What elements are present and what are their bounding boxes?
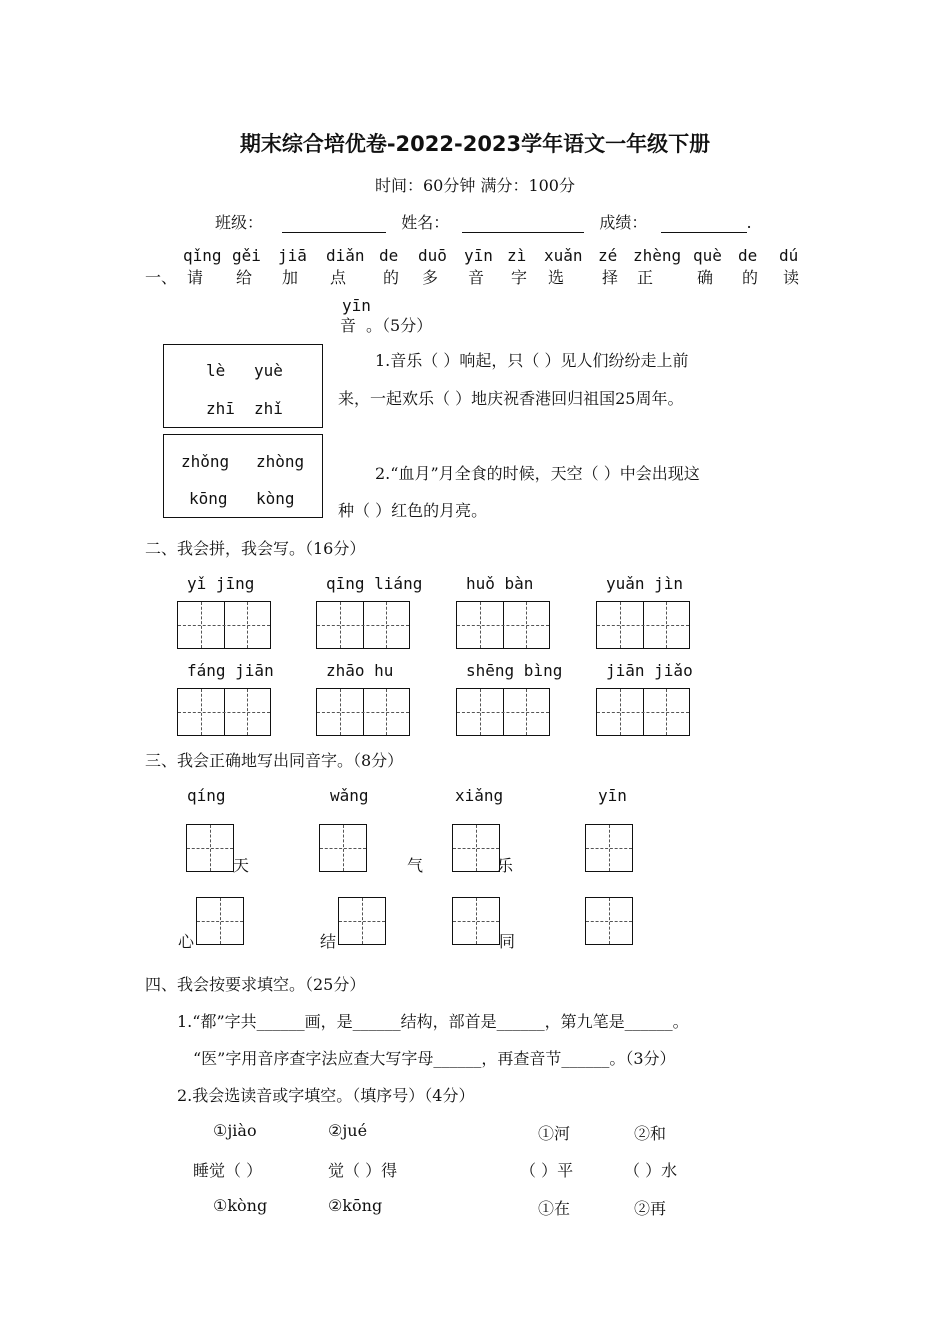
q1-pinyin-1: gěi: [232, 246, 261, 265]
q3-char-xin: 心: [178, 932, 195, 951]
q3-char-qi: 气: [407, 856, 424, 875]
q2-pinyin-1-0: fáng jiān: [187, 661, 274, 680]
q1-pinyin-9: zé: [598, 246, 618, 265]
q1-pinyin-12: de: [738, 246, 758, 265]
blank-juede[interactable]: 觉（ ）得: [328, 1161, 398, 1180]
q3-tian-box-r1-3[interactable]: [585, 824, 633, 872]
q2-writing-grid-0-3[interactable]: [596, 601, 690, 649]
q2-heading: 二、我会拼，我会写。（16分）: [145, 539, 366, 558]
q1-pinyin-10: zhèng: [633, 246, 682, 265]
q1-pinyin-3: diǎn: [326, 246, 365, 265]
blank-shuijiao[interactable]: 睡觉（ ）: [193, 1161, 263, 1180]
q3-tian-box-r2-2[interactable]: [452, 897, 500, 945]
q2-pinyin-0-2: huǒ bàn: [466, 574, 534, 593]
q3-tian-box-r2-3[interactable]: [585, 897, 633, 945]
box2-kong1: kōng: [189, 489, 228, 508]
tian-dash: [453, 848, 499, 849]
q2-writing-grid-0-1[interactable]: [316, 601, 410, 649]
q1-char-8: 选: [548, 268, 565, 287]
grid-dash: [317, 625, 409, 626]
q3-char-jie: 结: [320, 932, 337, 951]
info-end: .: [746, 213, 752, 232]
q1-char-7: 字: [511, 268, 528, 287]
class-label: 班级：: [215, 213, 264, 232]
name-field[interactable]: [462, 214, 584, 233]
q1-pinyin-box-1: [163, 344, 323, 428]
grid-dash: [178, 625, 270, 626]
q2-writing-grid-1-3[interactable]: [596, 688, 690, 736]
box2-zhong4: zhòng: [256, 452, 305, 471]
grid-dash: [597, 625, 689, 626]
opt-kong4: ①kòng: [213, 1196, 268, 1215]
q1-char-9: 择: [602, 268, 619, 287]
q1-pinyin-8: xuǎn: [544, 246, 583, 265]
opt-jiao: ①jiào: [213, 1121, 257, 1140]
q1-score: 。（5分）: [366, 316, 433, 335]
blank-heshui[interactable]: （ ）水: [624, 1161, 678, 1180]
q3-char-le: 乐: [497, 856, 514, 875]
q1-char-3: 点: [330, 268, 347, 287]
info-row: [215, 210, 752, 233]
q1-char-6: 音: [468, 268, 485, 287]
box1-zhi3: zhǐ: [254, 399, 283, 418]
q2-pinyin-0-3: yuǎn jìn: [606, 574, 684, 593]
opt-kong1: ②kōng: [328, 1196, 383, 1215]
q2-pinyin-0-0: yǐ jīng: [187, 574, 255, 593]
q1-char-13: 读: [783, 268, 800, 287]
q3-tian-box-r1-1[interactable]: [319, 824, 367, 872]
box1-le: lè: [206, 361, 226, 380]
q4-line-2: “医”字用音序查字法应查大写字母______，再查音节______。（3分）: [193, 1049, 676, 1068]
q3-tian-box-r2-1[interactable]: [338, 897, 386, 945]
q1-char-2: 加: [282, 268, 299, 287]
q3-pinyin-0: qíng: [187, 786, 226, 805]
grid-dash: [457, 712, 549, 713]
q1-sentence-1a: 1.音乐（ ）响起，只（ ）见人们纷纷走上前: [375, 351, 689, 370]
q3-pinyin-3: yīn: [598, 786, 627, 805]
box1-zhi1: zhī: [206, 399, 235, 418]
q3-tian-box-r1-0[interactable]: [186, 824, 234, 872]
q1-pinyin-11: què: [693, 246, 722, 265]
score-field[interactable]: [661, 214, 747, 233]
q1-pinyin-2: jiā: [278, 246, 307, 265]
page-title: 期末综合培优卷-2022-2023学年语文一年级下册: [239, 132, 711, 156]
q1-pinyin-box-2: [163, 434, 323, 518]
tian-dash: [586, 848, 632, 849]
q1-char-10: 正: [637, 268, 654, 287]
q2-writing-grid-0-0[interactable]: [177, 601, 271, 649]
q3-char-tong: 同: [499, 932, 516, 951]
q3-tian-box-r1-2[interactable]: [452, 824, 500, 872]
q2-writing-grid-1-2[interactable]: [456, 688, 550, 736]
q1-sentence-2b: 种（ ）红色的月亮。: [338, 501, 488, 520]
class-field[interactable]: [282, 214, 386, 233]
blank-heping[interactable]: （ ）平: [520, 1161, 574, 1180]
box2-kong4: kòng: [256, 489, 295, 508]
q1-pinyin-13: dú: [779, 246, 799, 265]
box2-zhong3: zhǒng: [181, 452, 230, 471]
tian-dash: [187, 848, 233, 849]
q1-yin-score: [340, 313, 432, 336]
exam-time-score: 时间：60分钟 满分：100分: [375, 176, 575, 195]
opt-he-river: ①河: [538, 1124, 571, 1143]
score-label: 成绩：: [599, 213, 648, 232]
tian-dash: [320, 848, 366, 849]
q3-pinyin-2: xiǎng: [455, 786, 504, 805]
q1-char-4: 的: [383, 268, 400, 287]
q1-char-5: 多: [422, 268, 439, 287]
q1-sentence-2a: 2.“血月”月全食的时候，天空（ ）中会出现这: [375, 464, 700, 483]
q2-writing-grid-0-2[interactable]: [456, 601, 550, 649]
q4-line-1: 1.“都”字共______画，是______结构，部首是______，第九笔是______。: [177, 1012, 689, 1031]
q1-sentence-1b: 来，一起欢乐（ ）地庆祝香港回归祖国25周年。: [338, 389, 684, 408]
tian-dash: [453, 921, 499, 922]
q1-yin-char: 音: [340, 316, 357, 335]
opt-zai-at: ①在: [538, 1199, 571, 1218]
q3-pinyin-1: wǎng: [330, 786, 369, 805]
grid-dash: [457, 625, 549, 626]
q2-pinyin-1-1: zhāo hu: [326, 661, 394, 680]
q2-pinyin-1-3: jiān jiǎo: [606, 661, 693, 680]
grid-dash: [597, 712, 689, 713]
q1-pinyin-5: duō: [418, 246, 447, 265]
tian-dash: [586, 921, 632, 922]
q1-pinyin-4: de: [379, 246, 399, 265]
q2-writing-grid-1-1[interactable]: [316, 688, 410, 736]
q1-pinyin-6: yīn: [464, 246, 493, 265]
q1-pinyin-7: zì: [507, 246, 527, 265]
q1-number: 一、: [145, 268, 178, 287]
q1-char-12: 的: [742, 268, 759, 287]
q1-char-11: 确: [697, 268, 714, 287]
name-label: 姓名：: [401, 213, 450, 232]
q1-pinyin-0: qǐng: [183, 246, 222, 265]
q1-char-0: 请: [187, 268, 204, 287]
opt-zai-again: ②再: [634, 1199, 667, 1218]
opt-jue: ②jué: [328, 1121, 368, 1140]
opt-he-and: ②和: [634, 1124, 667, 1143]
tian-dash: [339, 921, 385, 922]
grid-dash: [317, 712, 409, 713]
q3-tian-box-r2-0[interactable]: [196, 897, 244, 945]
q4-heading: 四、我会按要求填空。（25分）: [145, 975, 366, 994]
q4-line-3: 2.我会选读音或字填空。（填序号）（4分）: [177, 1086, 475, 1105]
box1-yue: yuè: [254, 361, 283, 380]
q1-char-1: 给: [236, 268, 253, 287]
tian-dash: [197, 921, 243, 922]
q3-heading: 三、我会正确地写出同音字。（8分）: [145, 751, 404, 770]
q2-writing-grid-1-0[interactable]: [177, 688, 271, 736]
grid-dash: [178, 712, 270, 713]
q3-char-tian: 天: [233, 856, 250, 875]
q1-yin-pinyin: yīn: [342, 296, 371, 315]
q2-pinyin-0-1: qīng liáng: [326, 574, 423, 593]
q2-pinyin-1-2: shēng bìng: [466, 661, 563, 680]
